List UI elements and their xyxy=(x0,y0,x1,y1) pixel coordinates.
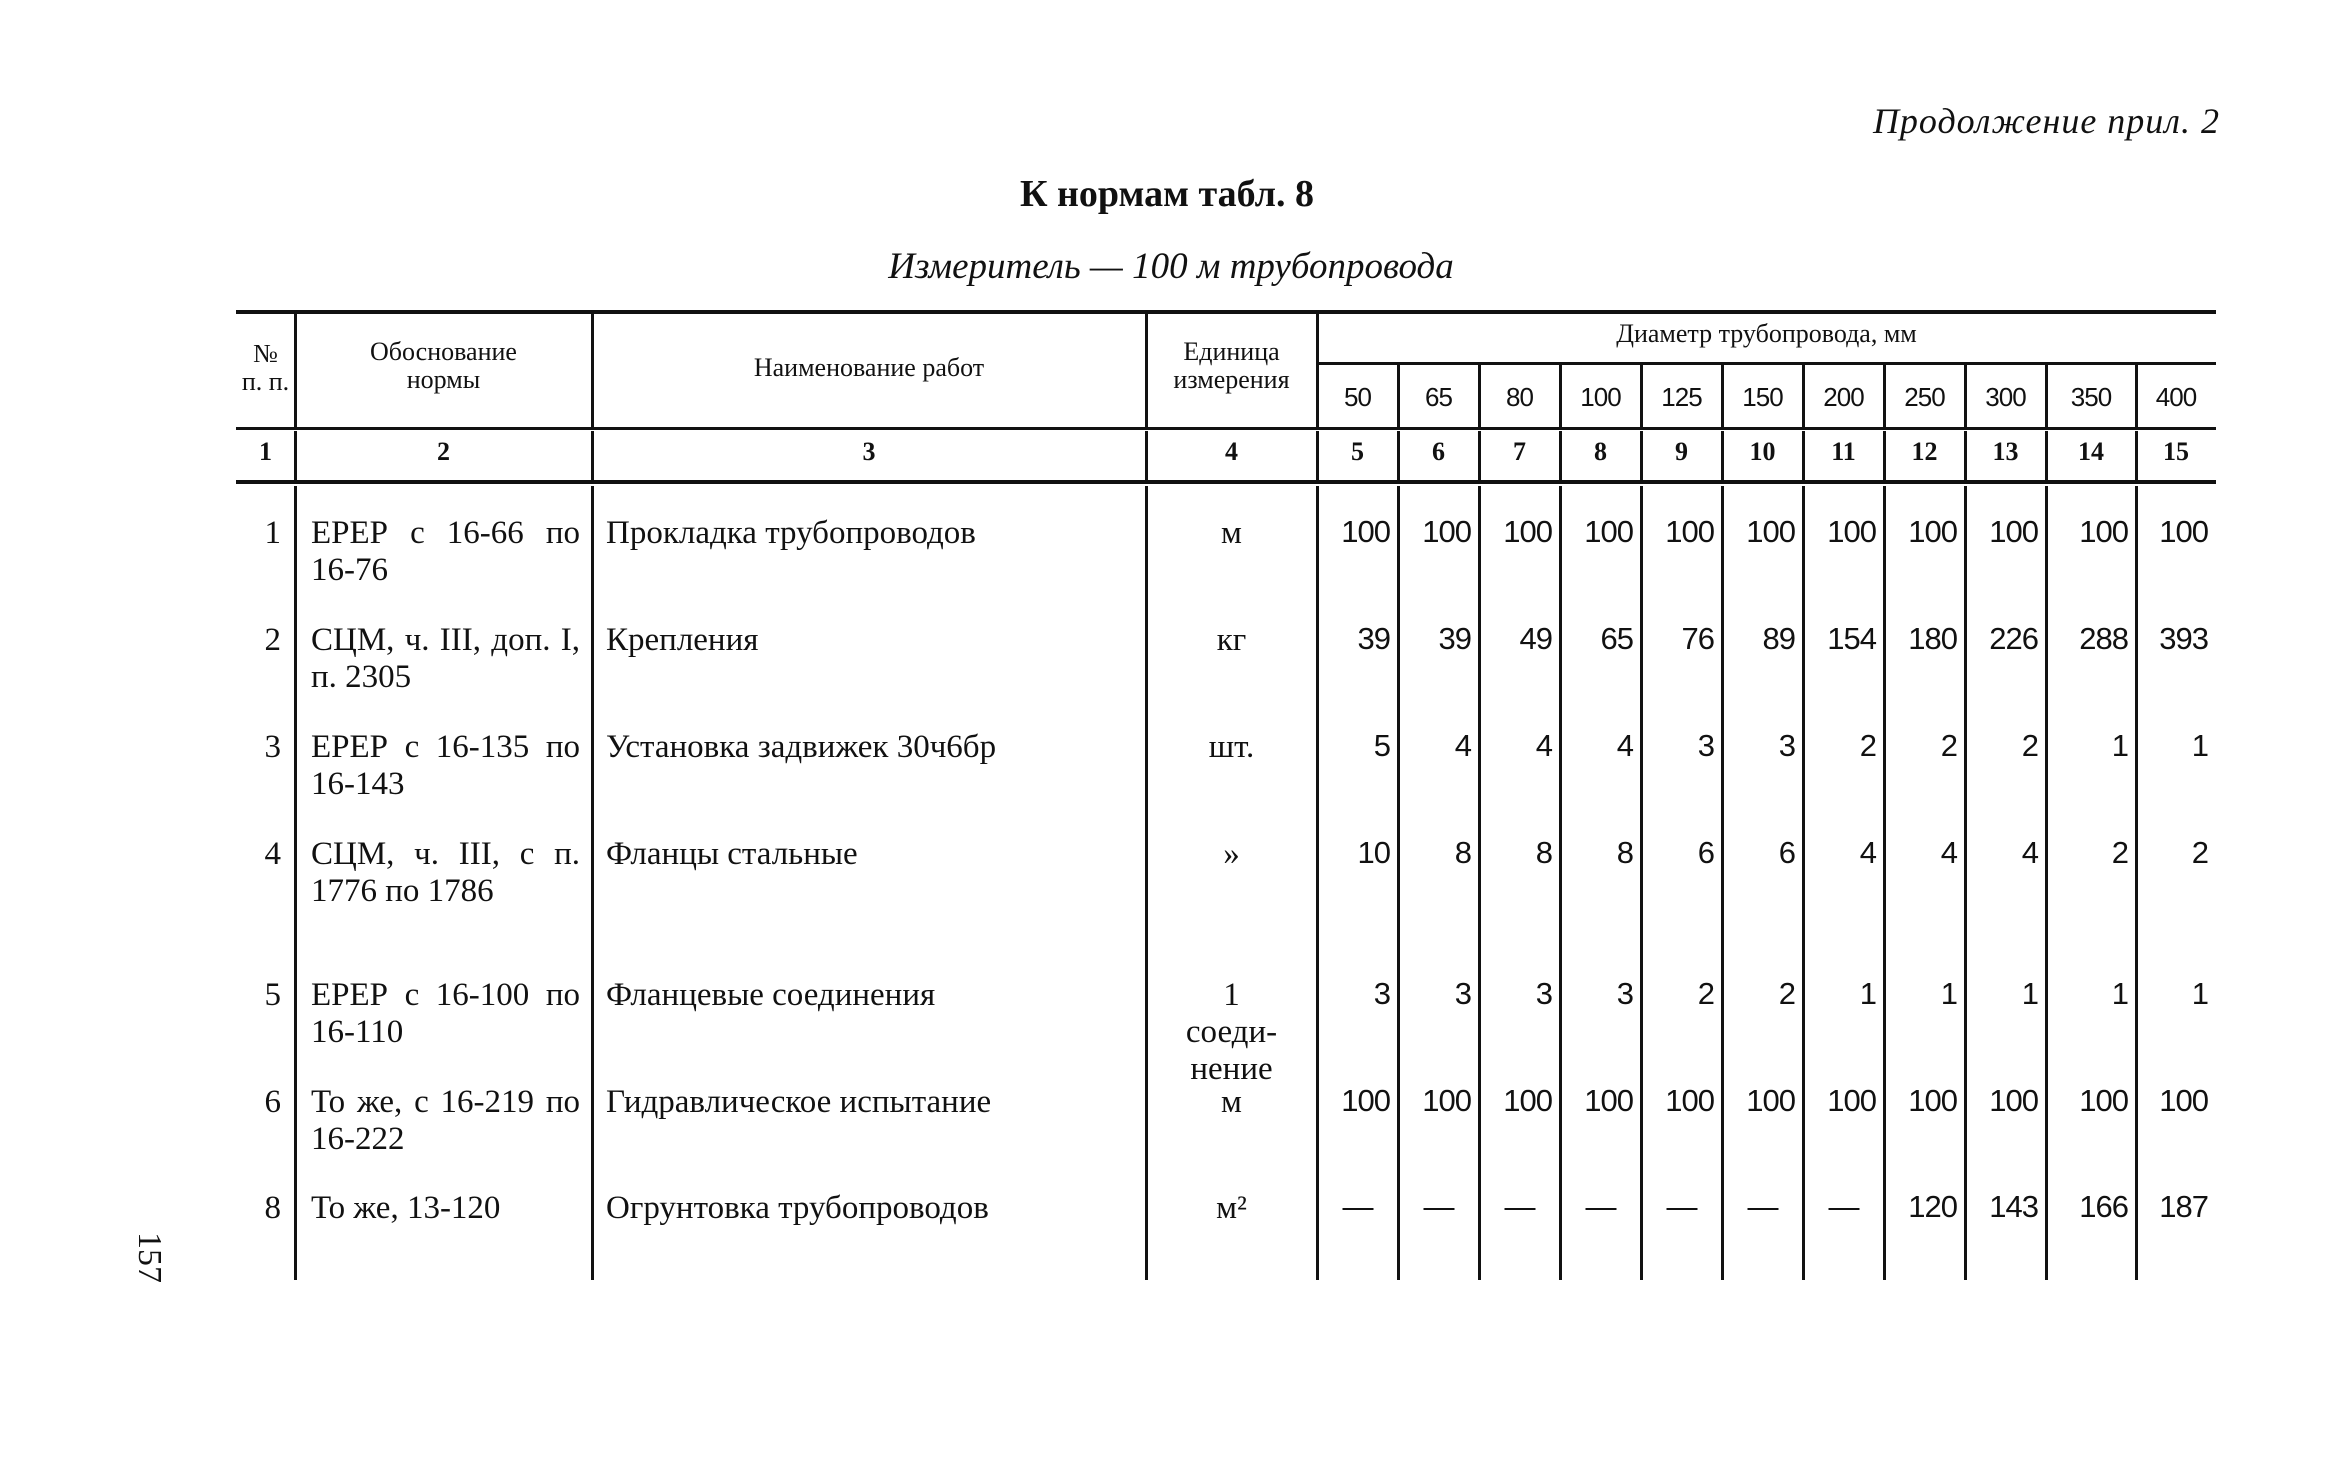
row-value: 2 xyxy=(1940,728,1957,763)
diameter-group-rule xyxy=(1317,362,2216,365)
row-value: 100 xyxy=(2079,514,2128,549)
diameter-header: 400 xyxy=(2155,382,2197,412)
row-value: 3 xyxy=(1778,728,1795,763)
diameter-header: 300 xyxy=(1985,382,2026,412)
row-value: 1 xyxy=(1859,976,1876,1011)
row-unit: м xyxy=(1221,515,1242,551)
row-number: 8 xyxy=(264,1190,281,1226)
column-number: 11 xyxy=(1831,437,1856,466)
row-value: 49 xyxy=(1519,621,1552,656)
row-value: 65 xyxy=(1600,621,1633,656)
row-value: 120 xyxy=(1908,1189,1957,1224)
row-unit: 1 соеди- нение xyxy=(1185,977,1278,1087)
row-value: 5 xyxy=(1373,728,1390,763)
row-unit: м xyxy=(1221,1084,1242,1120)
row-value: 39 xyxy=(1438,621,1471,656)
header-num: № п. п. xyxy=(241,339,290,396)
row-unit: шт. xyxy=(1208,729,1255,765)
row-value: 2 xyxy=(1697,976,1714,1011)
row-value: 100 xyxy=(2159,1083,2208,1118)
column-number: 14 xyxy=(2078,437,2104,466)
header-diameter-group: Диаметр трубопровода, мм xyxy=(1616,319,1917,348)
diameter-header: 65 xyxy=(1425,382,1452,412)
row-value: 2 xyxy=(2191,835,2208,870)
row-value: 100 xyxy=(1503,514,1552,549)
column-number: 1 xyxy=(259,437,272,466)
row-value: 10 xyxy=(1357,835,1390,870)
row-value: 89 xyxy=(1762,621,1795,656)
row-value: 2 xyxy=(1778,976,1795,1011)
measurer-caption: Измеритель — 100 м трубопровода xyxy=(888,246,1454,287)
row-value: 3 xyxy=(1535,976,1552,1011)
diameter-header: 200 xyxy=(1823,382,1864,412)
row-work-name: Прокладка трубопроводов xyxy=(606,515,976,551)
row-value: 100 xyxy=(1341,1083,1390,1118)
diameter-header: 350 xyxy=(2070,382,2112,412)
header-name: Наименование работ xyxy=(753,353,985,382)
row-value: 100 xyxy=(1908,1083,1957,1118)
column-divider xyxy=(1559,486,1562,1280)
row-value: 39 xyxy=(1357,621,1390,656)
column-number: 3 xyxy=(862,437,876,466)
continuation-note: Продолжение прил. 2 xyxy=(1872,101,2220,141)
row-unit: » xyxy=(1223,836,1240,872)
row-value: 4 xyxy=(1616,728,1633,763)
row-value: — xyxy=(1666,1189,1697,1224)
row-basis: ЕРЕР с 16-66 по 16-76 xyxy=(311,515,580,588)
row-value: 100 xyxy=(2079,1083,2128,1118)
row-value: 100 xyxy=(1503,1083,1552,1118)
row-value: 6 xyxy=(1697,835,1714,870)
column-number: 7 xyxy=(1513,437,1526,466)
row-work-name: Крепления xyxy=(606,622,759,658)
row-value: 393 xyxy=(2159,621,2208,656)
row-value: 1 xyxy=(2111,728,2128,763)
row-value: 4 xyxy=(2021,835,2038,870)
row-value: 2 xyxy=(2111,835,2128,870)
column-divider xyxy=(1964,486,1967,1280)
row-value: 100 xyxy=(1341,514,1390,549)
row-number: 4 xyxy=(264,836,281,872)
column-divider xyxy=(591,486,594,1280)
row-value: — xyxy=(1423,1189,1454,1224)
table-title: К нормам табл. 8 xyxy=(1019,173,1315,215)
row-number: 6 xyxy=(264,1084,281,1120)
column-divider xyxy=(1802,486,1805,1280)
diameter-header: 50 xyxy=(1344,382,1371,412)
row-basis: ЕРЕР с 16-135 по 16-143 xyxy=(311,729,580,802)
column-divider xyxy=(1478,486,1481,1280)
row-value: 1 xyxy=(1940,976,1957,1011)
row-value: 3 xyxy=(1373,976,1390,1011)
row-value: 100 xyxy=(1584,1083,1633,1118)
column-number: 9 xyxy=(1675,437,1688,466)
column-divider xyxy=(1316,486,1319,1280)
row-value: 3 xyxy=(1616,976,1633,1011)
row-value: 2 xyxy=(2021,728,2038,763)
row-value: 154 xyxy=(1827,621,1876,656)
diameter-header: 250 xyxy=(1904,382,1945,412)
row-unit: кг xyxy=(1216,622,1247,658)
row-value: 6 xyxy=(1778,835,1795,870)
row-value: — xyxy=(1828,1189,1859,1224)
row-number: 1 xyxy=(264,515,281,551)
row-value: 100 xyxy=(1746,514,1795,549)
row-value: — xyxy=(1747,1189,1778,1224)
column-divider xyxy=(1397,486,1400,1280)
column-number: 12 xyxy=(1911,437,1938,466)
row-value: — xyxy=(1504,1189,1535,1224)
row-value: 100 xyxy=(1665,1083,1714,1118)
row-value: 4 xyxy=(1859,835,1876,870)
diameter-header: 80 xyxy=(1506,382,1533,412)
page-number: 157 xyxy=(131,1232,168,1283)
row-value: 1 xyxy=(2111,976,2128,1011)
row-value: 100 xyxy=(1584,514,1633,549)
row-value: 1 xyxy=(2021,976,2038,1011)
row-unit: м² xyxy=(1216,1190,1247,1226)
row-value: 100 xyxy=(1989,514,2038,549)
column-divider xyxy=(294,486,297,1280)
row-value: 3 xyxy=(1454,976,1471,1011)
row-value: 8 xyxy=(1454,835,1471,870)
column-number-rule xyxy=(236,480,2216,484)
row-basis: СЦМ, ч. III, доп. I, п. 2305 xyxy=(311,622,580,695)
diameter-header: 150 xyxy=(1742,382,1783,412)
row-value: 180 xyxy=(1908,621,1957,656)
row-number: 3 xyxy=(264,729,281,765)
row-value: 100 xyxy=(1989,1083,2038,1118)
row-work-name: Огрунтовка трубопроводов xyxy=(606,1190,989,1226)
table-top-rule xyxy=(236,310,2216,314)
row-value: 100 xyxy=(1908,514,1957,549)
row-value: 226 xyxy=(1989,621,2038,656)
row-number: 2 xyxy=(264,622,281,658)
row-basis: ЕРЕР с 16-100 по 16-110 xyxy=(311,977,580,1050)
row-work-name: Гидравлическое испытание xyxy=(606,1084,992,1120)
row-value: 1 xyxy=(2191,728,2208,763)
column-number: 8 xyxy=(1594,437,1607,466)
column-number: 10 xyxy=(1749,437,1776,466)
column-divider xyxy=(2045,486,2048,1280)
row-value: 100 xyxy=(2159,514,2208,549)
column-divider xyxy=(1883,486,1886,1280)
row-work-name: Фланцевые соединения xyxy=(606,977,936,1013)
column-number: 4 xyxy=(1225,437,1238,466)
row-work-name: Установка задвижек 30ч6бр xyxy=(606,729,997,765)
row-value: 3 xyxy=(1697,728,1714,763)
row-value: 8 xyxy=(1616,835,1633,870)
row-value: 100 xyxy=(1665,514,1714,549)
row-value: 4 xyxy=(1940,835,1957,870)
row-value: 4 xyxy=(1535,728,1552,763)
row-value: 2 xyxy=(1859,728,1876,763)
row-basis: То же, с 16-219 по 16-222 xyxy=(311,1084,580,1157)
column-number: 5 xyxy=(1351,437,1364,466)
header-basis: Обоснование нормы xyxy=(370,337,517,394)
row-basis: То же, 13-120 xyxy=(311,1190,501,1226)
column-number: 15 xyxy=(2163,437,2189,466)
row-value: 100 xyxy=(1422,514,1471,549)
row-value: — xyxy=(1585,1189,1616,1224)
row-value: — xyxy=(1342,1189,1373,1224)
row-value: 1 xyxy=(2191,976,2208,1011)
header-bottom-rule xyxy=(236,427,2216,430)
column-divider xyxy=(1721,486,1724,1280)
row-value: 100 xyxy=(1746,1083,1795,1118)
row-value: 187 xyxy=(2159,1189,2208,1224)
row-basis: СЦМ, ч. III, с п. 1776 по 1786 xyxy=(311,836,580,909)
column-number: 6 xyxy=(1432,437,1445,466)
column-divider xyxy=(1145,486,1148,1280)
header-unit: Единица измерения xyxy=(1173,337,1290,394)
row-number: 5 xyxy=(264,977,281,1013)
diameter-header: 100 xyxy=(1580,382,1621,412)
diameter-header: 125 xyxy=(1661,382,1702,412)
column-number: 13 xyxy=(1992,437,2019,466)
row-value: 76 xyxy=(1681,621,1714,656)
row-value: 4 xyxy=(1454,728,1471,763)
row-value: 100 xyxy=(1422,1083,1471,1118)
column-divider xyxy=(1640,486,1643,1280)
row-value: 100 xyxy=(1827,514,1876,549)
row-value: 8 xyxy=(1535,835,1552,870)
row-work-name: Фланцы стальные xyxy=(606,836,858,872)
row-value: 288 xyxy=(2079,621,2128,656)
row-value: 143 xyxy=(1989,1189,2038,1224)
row-value: 166 xyxy=(2079,1189,2128,1224)
column-divider xyxy=(2135,486,2138,1280)
column-number: 2 xyxy=(437,437,450,466)
row-value: 100 xyxy=(1827,1083,1876,1118)
